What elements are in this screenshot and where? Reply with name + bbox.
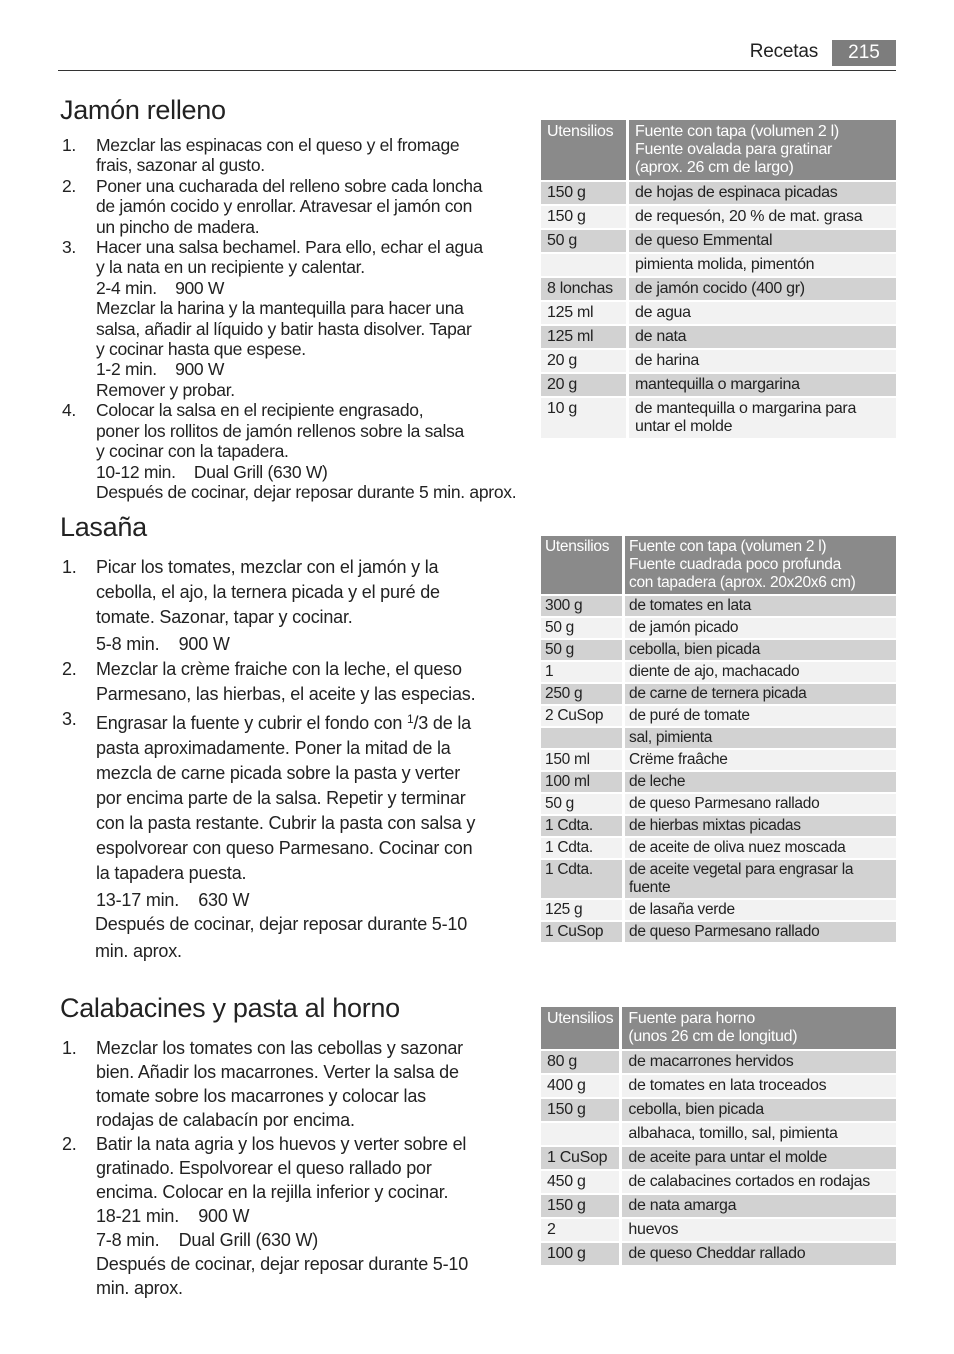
ingredient-quantity: 125 g [541,900,625,920]
ingredient-row [541,278,896,300]
step: 3. Engrasar la fuente y cubrir el fondo con $^1$/3 de la pasta aproximadamente. Poner la mitad de la mezcla de carne picada sobre la pasta y verter por encima parte de la salsa. Repetir y terminar con la pasta restante. Cubrir la pasta con salsa y espolvorear con queso Parmesano. Cocinar con la tapadera puesta. 13-17 min. 630 W [60,707,500,913]
ingredient-name: de nata [629,326,896,348]
ingredient-quantity: 125 ml [541,326,629,348]
ingredient-row [541,728,896,748]
ingredient-quantity: 450 g [541,1171,622,1193]
ingredient-quantity [541,254,629,276]
ingredient-name: Crëme fraâche [625,750,896,770]
ingredient-row [541,900,896,920]
ingredient-row [541,860,896,898]
ingredient-quantity: 50 g [541,618,625,638]
recipe3-steps [60,1036,500,1300]
ingredient-quantity: 400 g [541,1075,622,1097]
ingredient-row [541,816,896,836]
ingredient-row [541,1051,896,1073]
utensils-value: Fuente con tapa (volumen 2 l) Fuente cuadrada poco profunda con tapadera (aprox. 20x20x6 cm) [625,536,896,594]
ingredient-row [541,706,896,726]
ingredient-quantity: 8 lonchas [541,278,629,300]
ingredient-name: de queso Parmesano rallado [625,922,896,942]
ingredient-row [541,596,896,616]
ingredient-name: de leche [625,772,896,792]
ingredient-quantity: 150 g [541,1099,622,1121]
section-title: Recetas [749,41,818,62]
ingredient-name: de lasaña verde [625,900,896,920]
ingredient-name: de harina [629,350,896,372]
page-header [58,40,896,71]
ingredient-quantity: 2 [541,1219,622,1241]
fraction-one-third: $^1$/3 [406,712,429,733]
ingredient-quantity: 1 Cdta. [541,816,625,836]
ingredient-name: de tomates en lata troceados [622,1075,896,1097]
ingredient-row [541,326,896,348]
step: 2. Batir la nata agria y los huevos y verter sobre el gratinado. Espolvorear el queso rallado por encima. Colocar en la rejilla inferior y cocinar. 18-21 min. 900 W 7-8 min. Dual Grill (630 W) Después de cocinar, dejar reposar durante 5-10 min. aprox. [60,1132,500,1300]
utensils-value: Fuente para horno (unos 26 cm de longitud) [622,1007,896,1049]
ingredient-name: huevos [622,1219,896,1241]
recipe1-steps [60,135,540,502]
cooking-time: 2-4 min. 900 W [96,277,225,298]
ingredient-quantity: 1 CuSop [541,1147,622,1169]
ingredient-quantity: 50 g [541,230,629,252]
ingredient-row [541,182,896,204]
ingredient-row [541,254,896,276]
ingredient-row [541,230,896,252]
ingredient-name: de jamón cocido (400 gr) [629,278,896,300]
utensils-value: Fuente con tapa (volumen 2 l) Fuente ovalada para gratinar (aprox. 26 cm de largo) [629,120,896,180]
step: 1. Mezclar los tomates con las cebollas y sazonar bien. Añadir los macarrones. Verter la salsa de tomate sobre los macarrones y colocar las rodajas de calabacín por encima. [62,1038,463,1130]
ingredient-name: de macarrones hervidos [622,1051,896,1073]
ingredient-name: de calabacines cortados en rodajas [622,1171,896,1193]
ingredient-name: de aceite para untar el molde [622,1147,896,1169]
ingredient-name: de mantequilla o margarina para untar el molde [629,398,896,438]
ingredient-name: de queso Parmesano rallado [625,794,896,814]
ingredient-quantity: 300 g [541,596,625,616]
ingredient-quantity: 2 CuSop [541,706,625,726]
ingredient-quantity: 125 ml [541,302,629,324]
step: 4. Colocar la salsa en el recipiente engrasado, poner los rollitos de jamón rellenos sobre la salsa y cocinar con la tapadera. 10-12 min. Dual Grill (630 W) Después de cocinar, dejar reposar durante 5 min. aprox. [60,400,540,502]
step: 1. Picar los tomates, mezclar con el jamón y la cebolla, el ajo, la ternera picada y el puré de tomate. Sazonar, tapar y cocinar. 5-8 min. 900 W [60,555,500,657]
ingredient-row [541,794,896,814]
resting-note: Después de cocinar, dejar reposar durante 5-10 min. aprox. [95,914,468,961]
ingredient-row [541,640,896,660]
utensils-label: Utensilios [541,536,625,594]
ingredient-quantity: 100 g [541,1243,622,1265]
recipe-title-jamon: Jamón relleno [60,95,226,125]
ingredient-row [541,772,896,792]
ingredient-quantity: 20 g [541,350,629,372]
ingredient-row [541,350,896,372]
ingredient-name: mantequilla o margarina [629,374,896,396]
ingredient-row [541,1123,896,1145]
ingredient-name: de aceite vegetal para engrasar la fuente [625,860,896,898]
ingredient-quantity: 50 g [541,640,625,660]
ingredient-quantity: 1 Cdta. [541,838,625,858]
cooking-time: 1-2 min. 900 W [96,359,225,380]
ingredient-quantity: 1 CuSop [541,922,625,942]
ingredient-quantity: 10 g [541,398,629,438]
ingredient-row [541,1171,896,1193]
cooking-time: 5-8 min. 900 W [96,634,230,654]
ingredients-table-jamon [541,118,896,440]
ingredient-row [541,618,896,638]
ingredient-name: de carne de ternera picada [625,684,896,704]
ingredient-name: cebolla, bien picada [622,1099,896,1121]
ingredient-name: de hojas de espinaca picadas [629,182,896,204]
ingredient-quantity: 150 g [541,182,629,204]
ingredient-quantity [541,1123,622,1145]
cooking-time: 7-8 min. Dual Grill (630 W) [96,1230,319,1250]
ingredient-row [541,750,896,770]
utensils-label: Utensilios [541,1007,622,1049]
ingredient-row [541,1099,896,1121]
ingredient-quantity: 150 ml [541,750,625,770]
step: 2. Poner una cucharada del relleno sobre cada loncha de jamón cocido y enrollar. Atravesar el jamón con un pincho de madera. [62,175,483,237]
ingredient-quantity [541,728,625,748]
recipe-title-calabacines: Calabacines y pasta al horno [60,993,400,1023]
ingredient-name: cebolla, bien picada [625,640,896,660]
ingredient-row [541,922,896,942]
ingredient-row [541,662,896,682]
ingredient-quantity: 250 g [541,684,625,704]
ingredient-quantity: 1 [541,662,625,682]
ingredient-name: pimienta molida, pimentón [629,254,896,276]
ingredient-name: diente de ajo, machacado [625,662,896,682]
ingredient-name: de hierbas mixtas picadas [625,816,896,836]
page-number: 215 [832,40,896,66]
recipe-title-lasana: Lasaña [60,512,147,542]
ingredient-name: de requesón, 20 % de mat. grasa [629,206,896,228]
ingredient-row [541,1195,896,1217]
ingredients-table-lasana [541,534,896,944]
ingredients-table-calabacines [541,1005,896,1267]
cooking-time: 18-21 min. 900 W [96,1206,250,1226]
step: 2. Mezclar la crème fraiche con la leche, el queso Parmesano, las hierbas, el aceite y las especias. [62,659,476,704]
ingredient-row [541,1147,896,1169]
ingredient-row [541,684,896,704]
ingredient-row [541,206,896,228]
ingredient-name: de puré de tomate [625,706,896,726]
ingredient-quantity: 100 ml [541,772,625,792]
ingredient-row [541,838,896,858]
ingredient-row [541,1075,896,1097]
recipe2-steps [60,555,500,913]
cooking-time: 10-12 min. Dual Grill (630 W) [96,461,328,482]
ingredient-row [541,1243,896,1265]
utensils-label: Utensilios [541,120,629,180]
ingredient-row [541,1219,896,1241]
ingredient-quantity: 50 g [541,794,625,814]
ingredient-quantity: 150 g [541,206,629,228]
step: 1. Mezclar las espinacas con el queso y el fromage frais, sazonar al gusto. [62,135,460,176]
ingredient-row [541,398,896,438]
ingredient-row [541,302,896,324]
ingredient-quantity: 1 Cdta. [541,860,625,898]
ingredient-quantity: 20 g [541,374,629,396]
ingredient-name: de aceite de oliva nuez moscada [625,838,896,858]
ingredient-quantity: 80 g [541,1051,622,1073]
ingredient-name: de jamón picado [625,618,896,638]
step: 3. Hacer una salsa bechamel. Para ello, echar el agua y la nata en un recipiente y calentar. 2-4 min. 900 W Mezclar la harina y la mantequilla para hacer una salsa, añadir al líquido y batir hasta disolver. Tapar y cocinar hasta que espese. 1-2 min. 900 W Remover y probar. [60,237,540,400]
ingredient-name: de queso Emmental [629,230,896,252]
ingredient-quantity: 150 g [541,1195,622,1217]
ingredient-name: de nata amarga [622,1195,896,1217]
ingredient-row [541,374,896,396]
ingredient-name: albahaca, tomillo, sal, pimienta [622,1123,896,1145]
ingredient-name: de agua [629,302,896,324]
ingredient-name: de queso Cheddar rallado [622,1243,896,1265]
ingredient-name: de tomates en lata [625,596,896,616]
cooking-time: 13-17 min. 630 W [96,890,250,910]
ingredient-name: sal, pimienta [625,728,896,748]
